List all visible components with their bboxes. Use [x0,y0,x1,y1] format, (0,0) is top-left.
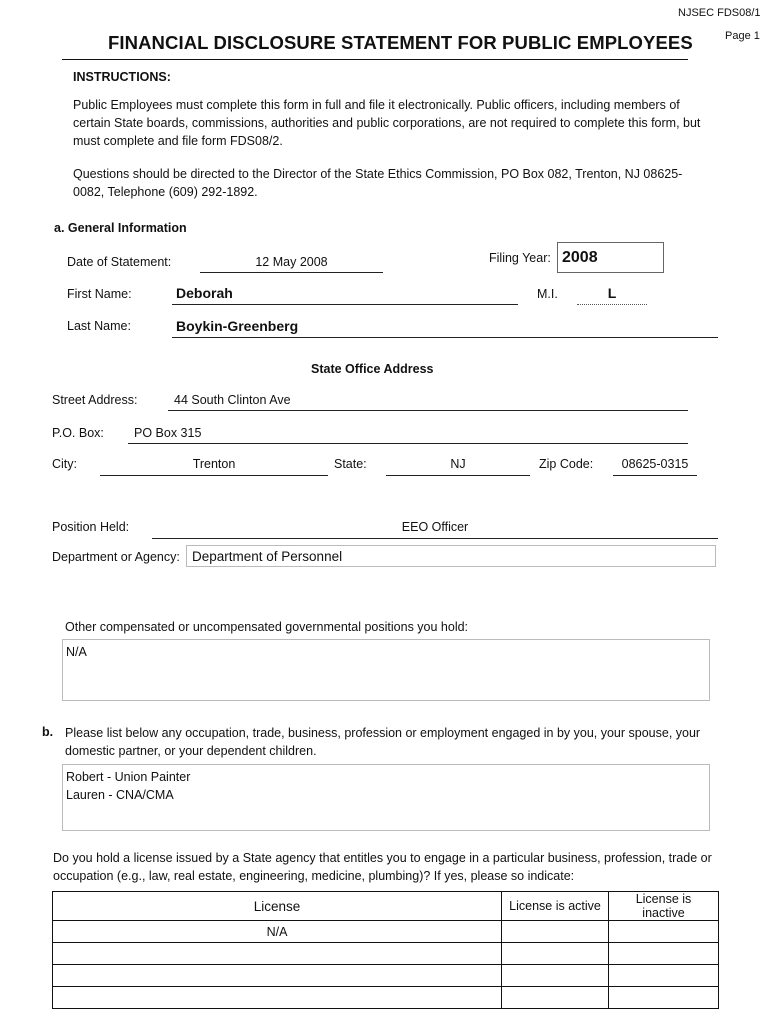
first-name-underline [172,304,518,305]
license-table [52,891,719,1009]
table-row [53,987,719,1009]
license-cell[interactable]: N/A [53,921,502,943]
filing-year-field[interactable] [557,242,664,273]
date-underline [200,272,383,273]
address-heading: State Office Address [311,362,434,376]
zip-label: Zip Code: [539,457,594,471]
dept-label: Department or Agency: [52,550,180,564]
city-label: City: [52,457,77,471]
form-code: NJSEC FDS08/1 [678,7,761,19]
mi-field[interactable]: L [607,285,617,301]
occupation-entry: Robert - Union Painter [66,770,191,784]
table-row [53,921,719,943]
license-inactive-cell[interactable] [609,965,719,987]
last-name-underline [172,337,718,338]
state-label: State: [334,457,367,471]
general-info-heading: a. General Information [54,221,187,235]
occupation-entry: Lauren - CNA/CMA [66,788,174,802]
license-active-cell[interactable] [502,965,609,987]
filing-year-label: Filing Year: [489,251,551,265]
instructions-heading: INSTRUCTIONS: [73,70,171,84]
pobox-underline [128,443,688,444]
zip-field[interactable]: 08625-0315 [621,457,689,471]
section-b-prompt: Please list below any occupation, trade, business, profession or employment engaged in by you, your spouse, your domestic partner, or your dependent children. [65,726,701,758]
pobox-field[interactable]: PO Box 315 [134,426,202,440]
title-divider [62,59,688,60]
license-cell[interactable] [53,965,502,987]
license-cell[interactable] [53,943,502,965]
section-b-marker: b. [42,725,54,739]
date-field[interactable]: 12 May 2008 [255,255,328,269]
position-field[interactable]: EEO Officer [401,520,469,534]
position-underline [152,538,718,539]
city-field[interactable]: Trenton [192,457,236,471]
license-inactive-column-header: License is inactive [609,892,719,921]
license-column-header: License [53,892,502,921]
license-active-cell[interactable] [502,987,609,1009]
street-label: Street Address: [52,393,138,407]
license-table-header [53,892,719,921]
position-held-label: Position Held: [52,520,130,534]
street-underline [168,410,688,411]
page-title: FINANCIAL DISCLOSURE STATEMENT FOR PUBLIC EMPLOYEES [108,32,693,53]
table-row [53,943,719,965]
state-field[interactable]: NJ [450,457,466,471]
last-name-field[interactable]: Boykin-Greenberg [176,318,299,334]
first-name-field[interactable]: Deborah [176,285,233,301]
state-underline [386,475,530,476]
date-label: Date of Statement: [67,255,172,269]
first-name-label: First Name: [67,287,132,301]
license-prompt: Do you hold a license issued by a State agency that entitles you to engage in a particular business, profession, trade or occupation (e.g., law, real estate, engineering, medicine, plumbing)? If yes, please so indicate: [53,851,712,883]
license-active-cell[interactable] [502,943,609,965]
instructions-paragraph-1: Public Employees must complete this form in full and file it electronically. Public officers, including members of certain State boards, commissions, authorities and public corporations, are not required to complete this form, but must complete and file form FDS08/2. [73,98,701,148]
table-row [53,965,719,987]
license-inactive-cell[interactable] [609,987,719,1009]
zip-underline [613,475,697,476]
city-underline [100,475,328,476]
page-number: Page 1 [725,30,760,42]
instructions-paragraph-2: Questions should be directed to the Director of the State Ethics Commission, PO Box 082, Trenton, NJ 08625-0082, Telephone (609) 292-1892. [73,167,683,199]
license-inactive-cell[interactable] [609,921,719,943]
mi-label: M.I. [537,287,558,301]
license-active-cell[interactable] [502,921,609,943]
filing-year-value: 2008 [562,249,598,266]
last-name-label: Last Name: [67,319,131,333]
mi-underline [577,304,647,305]
license-cell[interactable] [53,987,502,1009]
dept-field[interactable] [186,545,716,567]
occupations-field[interactable] [62,764,710,831]
other-positions-field[interactable]: N/A [62,639,710,701]
street-field[interactable]: 44 South Clinton Ave [174,393,291,407]
license-active-column-header: License is active [502,892,609,921]
other-positions-label: Other compensated or uncompensated governmental positions you hold: [65,620,469,634]
pobox-label: P.O. Box: [52,426,104,440]
license-inactive-cell[interactable] [609,943,719,965]
dept-value: Department of Personnel [192,549,343,564]
